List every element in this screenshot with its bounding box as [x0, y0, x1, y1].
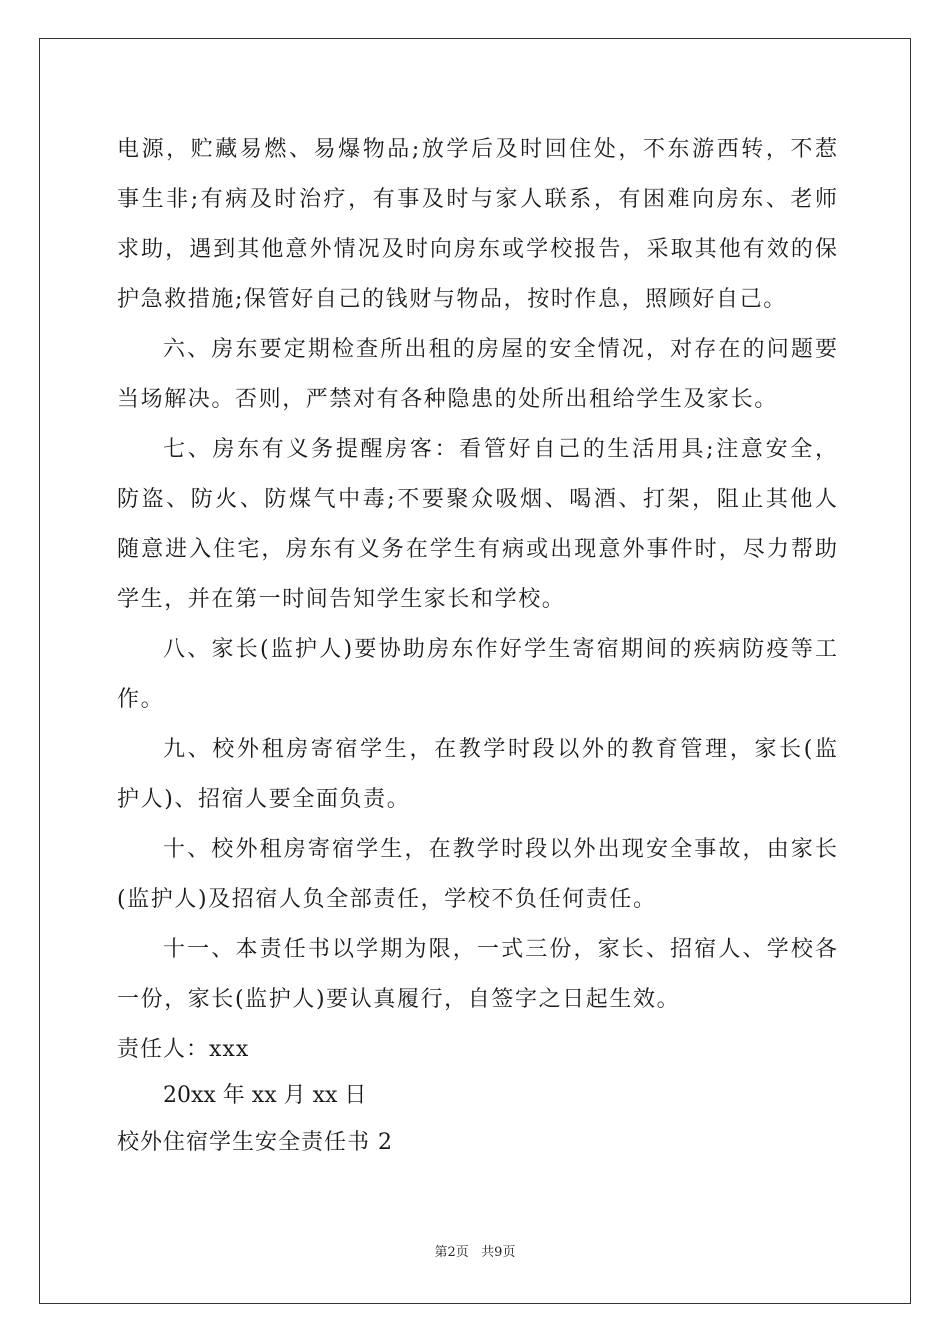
page-border	[39, 38, 911, 1304]
clause-seven-line: 七、房东有义务提醒房客：看管好自己的生活用具;注意安全，	[163, 437, 837, 462]
page-number: 第2页 共9页	[434, 1245, 516, 1260]
body-line: 当场解决。否则，严禁对有各种隐患的处所出租给学生及家长。	[117, 387, 778, 412]
body-line: 作。	[117, 687, 165, 712]
body-line: 护急救措施;保管好自己的钱财与物品，按时作息，照顾好自己。	[117, 287, 787, 312]
clause-nine-line: 九、校外租房寄宿学生，在教学时段以外的教育管理，家长(监	[163, 737, 837, 762]
clause-eleven-line: 十一、本责任书以学期为限，一式三份，家长、招宿人、学校各	[163, 937, 837, 962]
body-line: 事生非;有病及时治疗，有事及时与家人联系，有困难向房东、老师	[117, 187, 837, 212]
body-line: 随意进入住宅，房东有义务在学生有病或出现意外事件时，尽力帮助	[117, 537, 837, 562]
body-line: 一份，家长(监护人)要认真履行，自签字之日起生效。	[117, 987, 681, 1012]
body-line: 学生，并在第一时间告知学生家长和学校。	[117, 587, 566, 612]
section-title: 校外住宿学生安全责任书 2	[117, 1130, 393, 1155]
body-line: 求助，遇到其他意外情况及时向房东或学校报告，采取其他有效的保	[117, 237, 837, 262]
clause-ten-line: 十、校外租房寄宿学生，在教学时段以外出现安全事故，由家长	[163, 837, 837, 862]
body-line: 防盗、防火、防煤气中毒;不要聚众吸烟、喝酒、打架，阻止其他人	[117, 487, 837, 512]
body-line: 电源，贮藏易燃、易爆物品;放学后及时回住处，不东游西转，不惹	[117, 137, 837, 162]
body-line: (监护人)及招宿人负全部责任，学校不负任何责任。	[117, 887, 657, 912]
clause-six-line: 六、房东要定期检查所出租的房屋的安全情况，对存在的问题要	[163, 337, 837, 362]
body-line: 护人)、招宿人要全面负责。	[117, 787, 411, 812]
clause-eight-line: 八、家长(监护人)要协助房东作好学生寄宿期间的疾病防疫等工	[163, 637, 837, 662]
signature-date: 20xx 年 xx 月 xx 日	[163, 1083, 367, 1108]
responsible-person: 责任人：xxx	[117, 1037, 250, 1062]
